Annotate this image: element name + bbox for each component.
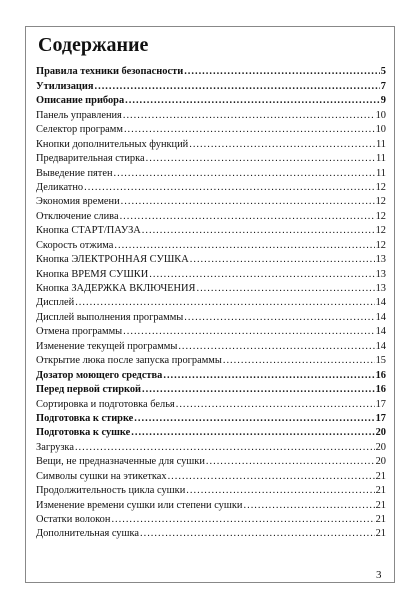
toc-leader-dots [124, 124, 375, 136]
toc-entry-title: Дополнительная сушка [36, 528, 140, 540]
toc-leader-dots [223, 355, 375, 367]
toc-leader-dots [146, 153, 375, 165]
toc-entry-page: 21 [375, 528, 386, 540]
toc-entry-page: 20 [375, 456, 386, 468]
toc-entry[interactable] [36, 367, 386, 381]
toc-entry-title: Скорость отжима [36, 239, 114, 251]
toc-entry[interactable] [36, 180, 386, 194]
toc-entry-title: Перед первой стиркой [36, 384, 142, 396]
toc-entry-title: Символы сушки на этикетках [36, 470, 167, 482]
toc-entry[interactable] [36, 194, 386, 208]
toc-entry-page: 10 [375, 124, 386, 136]
toc-entry[interactable] [36, 454, 386, 468]
toc-leader-dots [123, 326, 374, 338]
toc-entry-page: 14 [375, 326, 386, 338]
toc-entry[interactable] [36, 281, 386, 295]
toc-entry-title: Кнопка ВРЕМЯ СУШКИ [36, 268, 149, 280]
toc-entry[interactable] [36, 526, 386, 540]
toc-leader-dots [140, 528, 375, 540]
toc-entry-title: Дисплей выполнения программы [36, 311, 184, 323]
toc-entry-title: Дозатор моющего средства [36, 369, 163, 381]
toc-entry-title: Сортировка и подготовка белья [36, 398, 175, 410]
toc-entry-title: Загрузка [36, 441, 74, 453]
toc-entry[interactable] [36, 136, 386, 150]
toc-leader-dots [168, 471, 375, 483]
toc-entry-title: Панель управления [36, 109, 122, 121]
toc-entry[interactable] [36, 122, 386, 136]
toc-entry-title: Дисплей [36, 297, 75, 309]
toc-leader-dots [84, 182, 375, 194]
toc-entry-title: Выведение пятен [36, 167, 113, 179]
toc-entry-title: Экономия времени [36, 196, 120, 208]
toc-leader-dots [123, 110, 375, 122]
toc-entry-title: Деликатно [36, 181, 84, 193]
toc-entry[interactable] [36, 151, 386, 165]
toc-entry-page: 12 [375, 239, 386, 251]
toc-entry-page: 14 [375, 340, 386, 352]
toc-leader-dots [206, 456, 375, 468]
toc-entry-page: 12 [375, 225, 386, 237]
toc-entry-title: Подготовка к сушке [36, 427, 131, 439]
toc-entry-page: 9 [380, 95, 386, 107]
toc-entry-page: 16 [375, 384, 386, 396]
toc-leader-dots [142, 384, 375, 396]
toc-entry-title: Утилизация [36, 80, 94, 92]
toc-entry-page: 7 [380, 80, 386, 92]
toc-entry-page: 21 [375, 470, 386, 482]
toc-entry[interactable] [36, 64, 386, 78]
toc-leader-dots [134, 413, 374, 425]
toc-leader-dots [244, 500, 375, 512]
toc-entry-title: Отмена программы [36, 326, 123, 338]
toc-entry[interactable] [36, 497, 386, 511]
toc-entry-title: Подготовка к стирке [36, 412, 134, 424]
toc-leader-dots [163, 370, 374, 382]
toc-leader-dots [75, 297, 374, 309]
toc-entry-page: 13 [375, 283, 386, 294]
toc-entry-page: 17 [375, 398, 386, 410]
table-of-contents [36, 64, 386, 540]
toc-entry[interactable] [36, 237, 386, 251]
toc-entry-title: Остатки волокон [36, 514, 111, 525]
toc-leader-dots [95, 81, 380, 93]
toc-entry-title: Описание прибора [36, 95, 125, 107]
toc-entry[interactable] [36, 266, 386, 280]
toc-entry-title: Отключение слива [36, 210, 119, 222]
toc-entry-page: 20 [375, 427, 386, 439]
toc-entry[interactable] [36, 439, 386, 453]
toc-entry-title: Продолжительность цикла сушки [36, 485, 186, 497]
toc-entry-page: 13 [375, 254, 386, 266]
toc-entry[interactable] [36, 208, 386, 222]
toc-entry-page: 12 [375, 196, 386, 208]
toc-leader-dots [114, 240, 374, 252]
toc-entry[interactable] [36, 338, 386, 352]
toc-leader-dots [178, 341, 374, 353]
toc-entry[interactable] [36, 512, 386, 526]
toc-entry-page: 14 [375, 297, 386, 309]
toc-leader-dots [114, 168, 375, 180]
toc-entry-title: Кнопка ЗАДЕРЖКА ВКЛЮЧЕНИЯ [36, 283, 196, 294]
toc-entry-page: 11 [375, 153, 386, 165]
toc-entry-title: Вещи, не предназначенные для сушки [36, 456, 205, 468]
toc-entry-page: 21 [375, 485, 386, 497]
toc-leader-dots [75, 442, 375, 454]
toc-entry-page: 11 [375, 138, 386, 150]
toc-entry[interactable] [36, 309, 386, 323]
toc-leader-dots [125, 95, 380, 107]
toc-entry[interactable] [36, 324, 386, 338]
toc-leader-dots [120, 211, 375, 223]
toc-entry-page: 12 [375, 181, 386, 193]
toc-entry[interactable] [36, 78, 386, 92]
toc-entry[interactable] [36, 252, 386, 266]
toc-leader-dots [111, 514, 374, 526]
toc-entry-page: 16 [375, 369, 386, 381]
toc-entry-page: 21 [375, 499, 386, 511]
toc-entry-title: Предварительная стирка [36, 153, 145, 165]
toc-entry-page: 17 [375, 412, 386, 424]
toc-entry[interactable] [36, 295, 386, 309]
toc-leader-dots [176, 399, 375, 411]
toc-entry[interactable] [36, 93, 386, 107]
page-number: 3 [376, 569, 382, 581]
toc-entry[interactable] [36, 468, 386, 482]
toc-leader-dots [149, 269, 374, 281]
toc-entry-page: 13 [375, 268, 386, 280]
toc-entry-title: Кнопки дополнительных функций [36, 138, 189, 150]
toc-entry-title: Кнопка ЭЛЕКТРОННАЯ СУШКА [36, 254, 189, 266]
toc-leader-dots [186, 485, 374, 497]
toc-entry-page: 14 [375, 311, 386, 323]
toc-leader-dots [189, 139, 375, 151]
toc-entry[interactable] [36, 165, 386, 179]
toc-leader-dots [121, 196, 375, 208]
toc-entry[interactable] [36, 223, 386, 237]
toc-entry-title: Изменение текущей программы [36, 340, 178, 352]
toc-leader-dots [196, 283, 374, 295]
page-title: Содержание [38, 34, 149, 56]
toc-entry-page: 21 [375, 514, 386, 525]
toc-entry-title: Кнопка СТАРТ/ПАУЗА [36, 225, 141, 237]
toc-entry-page: 12 [375, 210, 386, 222]
toc-entry-title: Селектор программ [36, 124, 123, 136]
toc-entry[interactable] [36, 382, 386, 396]
toc-entry[interactable] [36, 353, 386, 367]
toc-entry-title: Изменение времени сушки или степени сушки [36, 499, 243, 511]
toc-entry[interactable] [36, 483, 386, 497]
toc-entry-page: 20 [375, 441, 386, 453]
toc-entry[interactable] [36, 425, 386, 439]
toc-leader-dots [131, 427, 374, 439]
toc-entry-page: 15 [375, 355, 386, 367]
toc-entry[interactable] [36, 396, 386, 410]
toc-leader-dots [190, 254, 375, 266]
toc-leader-dots [184, 66, 380, 78]
toc-entry[interactable] [36, 411, 386, 425]
toc-entry-page: 11 [375, 167, 386, 179]
toc-entry-page: 5 [380, 66, 386, 78]
toc-leader-dots [184, 312, 374, 324]
toc-entry-title: Правила техники безопасности [36, 66, 184, 78]
toc-entry-page: 10 [375, 109, 386, 121]
toc-entry-title: Открытие люка после запуска программы [36, 355, 222, 367]
toc-entry[interactable] [36, 107, 386, 121]
toc-leader-dots [142, 225, 375, 237]
